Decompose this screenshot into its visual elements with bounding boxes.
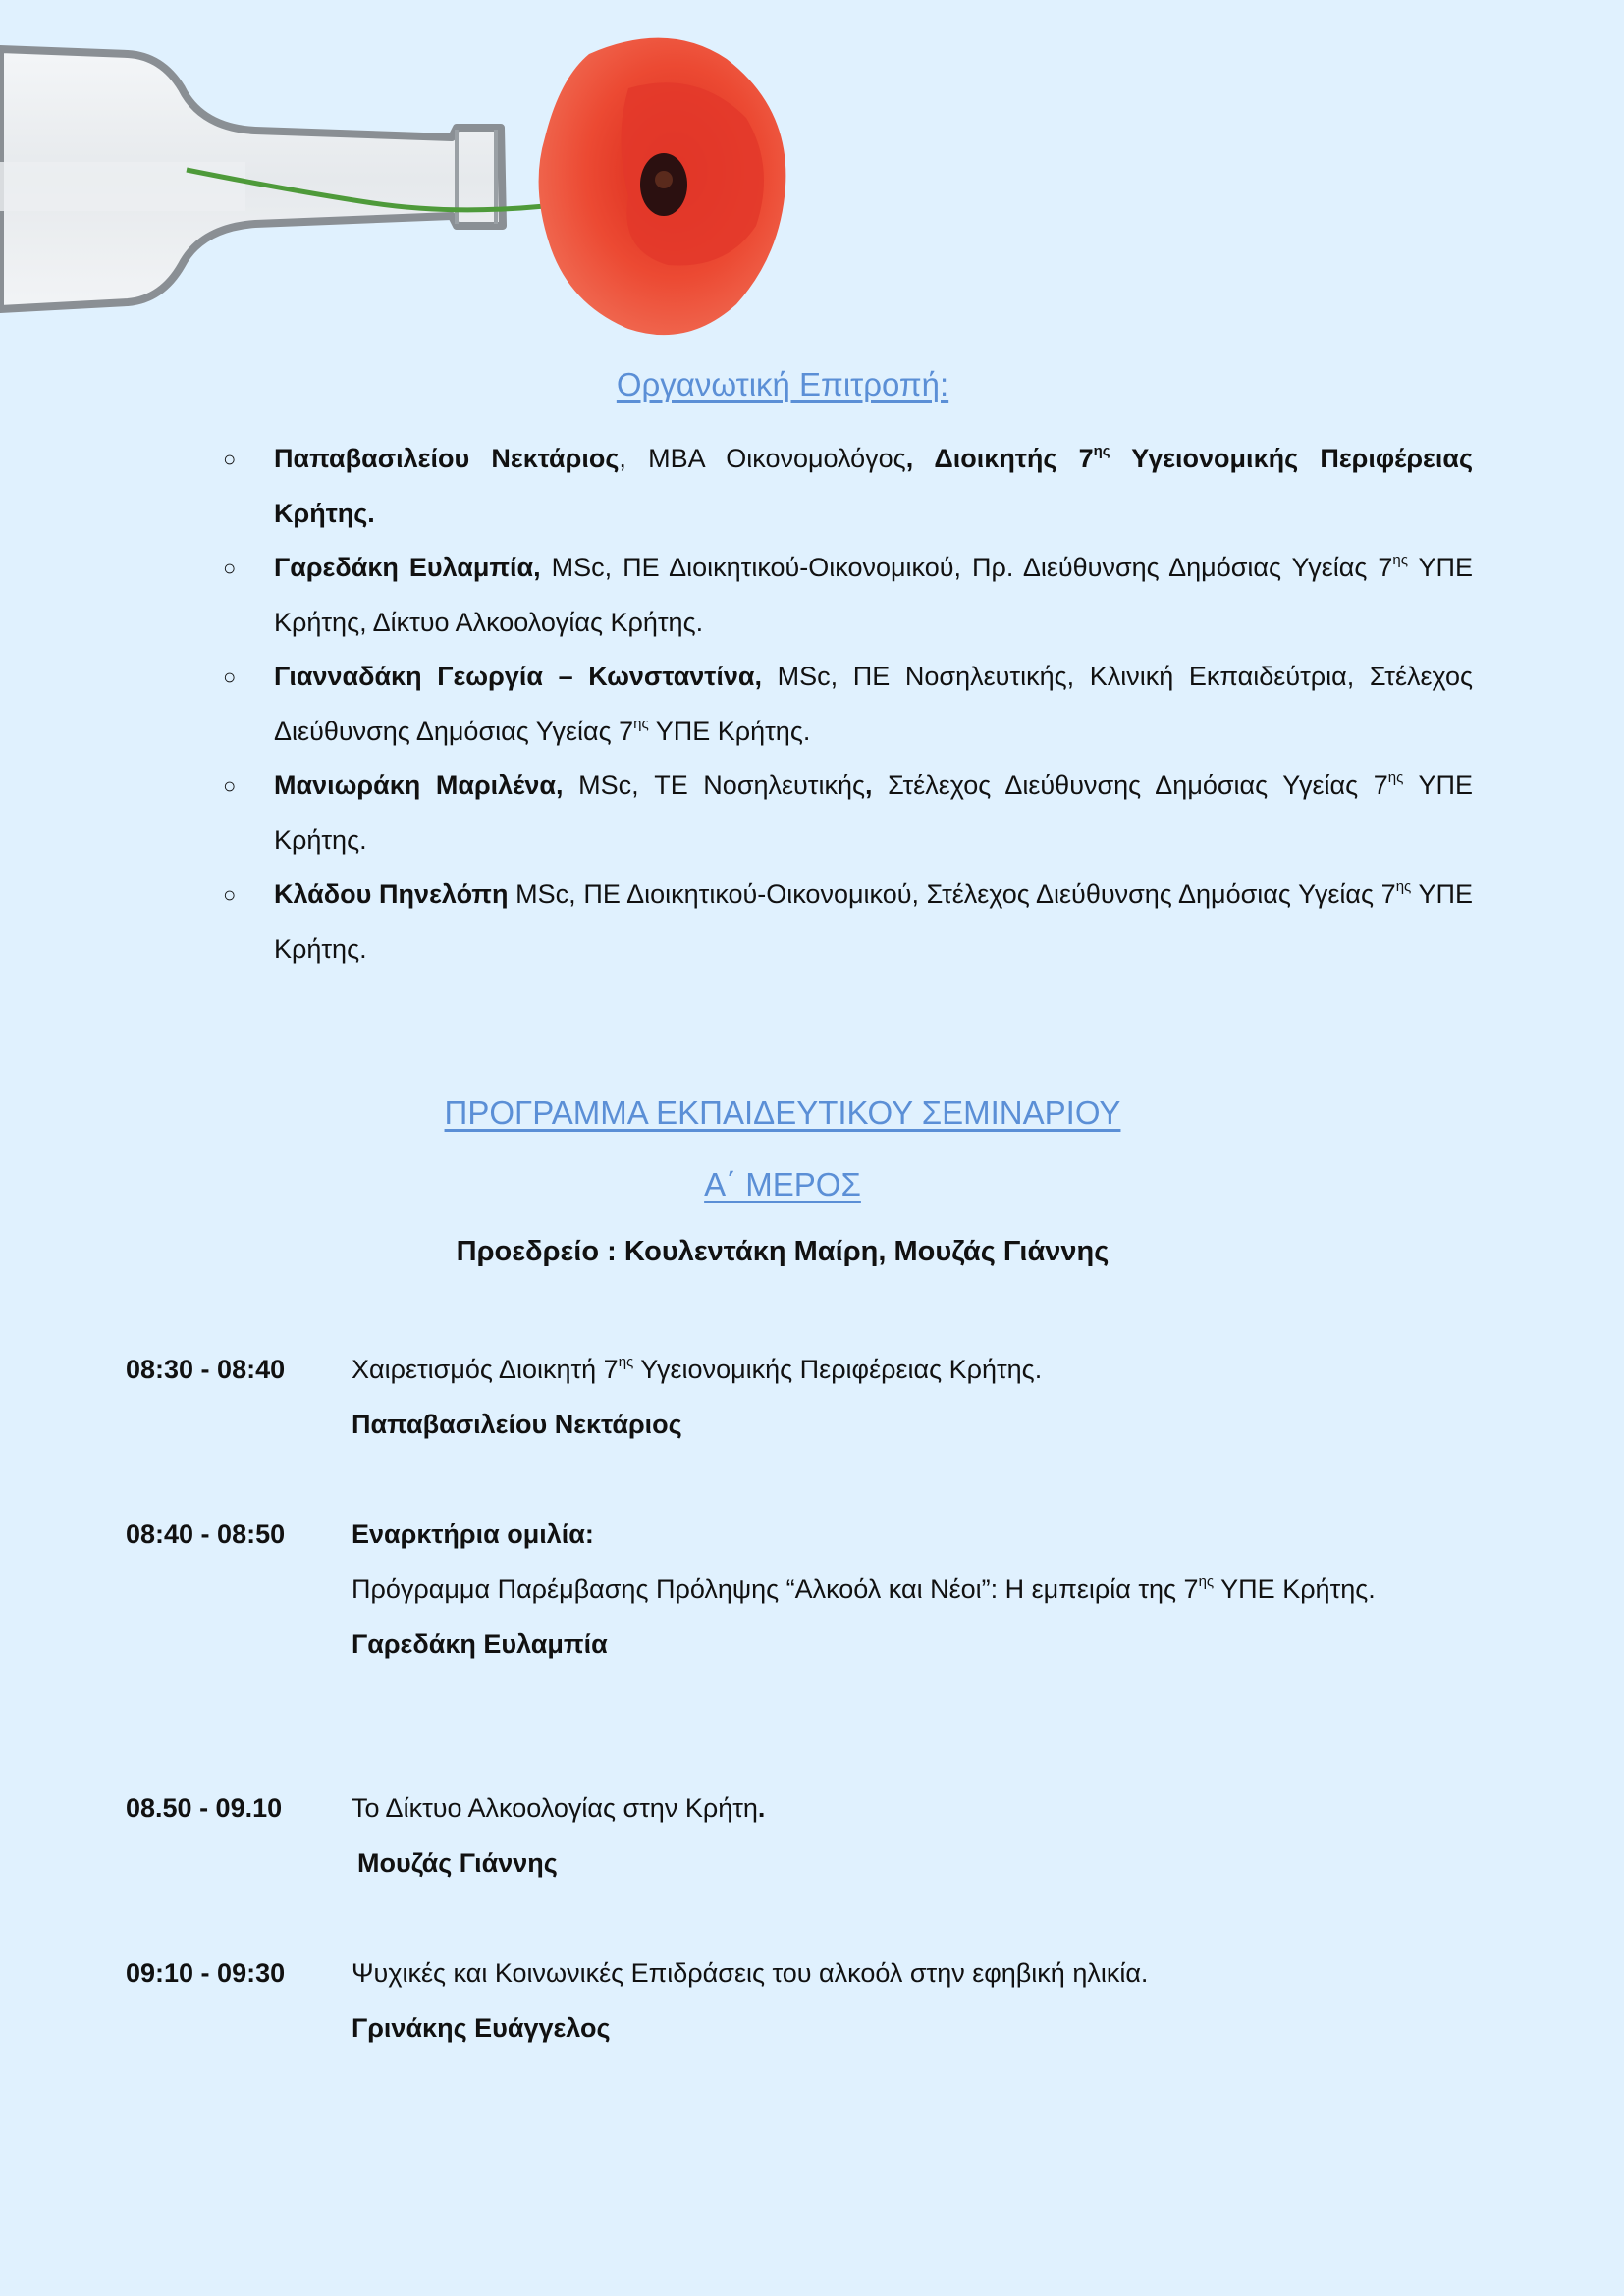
bottle-icon [0, 49, 503, 309]
superscript: ης [633, 715, 649, 732]
member-organization: ΥΠΕ Κρήτης. [274, 771, 1474, 855]
session-speaker: Παπαβασιλείου Νεκτάριος [352, 1410, 682, 1439]
session-title-text: Πρόγραμμα Παρέμβασης Πρόληψης “Αλκοόλ και Νέοι”: Η εμπειρία της 7 [352, 1575, 1199, 1604]
superscript: ης [1198, 1574, 1215, 1590]
bullet-icon: ○ [223, 556, 237, 580]
member-name: Κλάδου Πηνελόπη [274, 880, 509, 909]
member-title: , Διοικητής 7 [905, 444, 1094, 473]
session-time: 09:10 - 09:30 [126, 1958, 286, 1988]
member-name: Μανιωράκη Μαριλένα, [274, 771, 564, 800]
member-organization: ΥΠΕ Κρήτης. [274, 880, 1474, 964]
separator: , [865, 771, 873, 800]
member-role: MSc, ΤΕ Νοσηλευτικής [563, 771, 865, 800]
session-details [352, 1342, 1333, 1452]
member-role: MSc, ΠΕ Νοσηλευτικής, Κλινική Εκπαιδεύτρια, Στέλεχος Διεύθυνσης Δημόσιας Υγείας 7 [274, 662, 1473, 746]
member-organization: ΥΠΕ Κρήτης. [648, 716, 811, 746]
bullet-icon: ○ [223, 774, 237, 798]
session-time: 08:30 - 08:40 [126, 1355, 286, 1384]
member-role: MSc, ΠΕ Διοικητικού-Οικονομικού, Πρ. Διεύθυνσης Δημόσιας Υγείας 7 [540, 553, 1393, 582]
committee-member [221, 541, 1473, 650]
member-role: , MBA Οικονομολόγος [619, 444, 906, 473]
committee-member [221, 868, 1473, 977]
session-time: 08.50 - 09.10 [126, 1793, 283, 1823]
committee-title: Οργανωτική Επιτροπή: [616, 366, 949, 402]
session-speaker: Γρινάκης Ευάγγελος [352, 2013, 611, 2043]
program-title: ΠΡΟΓΡΑΜΜΑ ΕΚΠΑΙΔΕΥΤΙΚΟΥ ΣΕΜΙΝΑΡΙΟΥ [444, 1095, 1121, 1131]
bottle-poppy-illustration [0, 0, 805, 353]
session-title-text: Χαιρετισμός Διοικητή 7 [352, 1355, 619, 1384]
committee-member [221, 650, 1473, 759]
session-title-text: Το Δίκτυο Αλκοολογίας στην Κρήτη [352, 1793, 758, 1823]
session-title-text: . [757, 1793, 766, 1823]
program-part: Α΄ ΜΕΡΟΣ [704, 1166, 861, 1202]
member-organization: ΥΠΕ Κρήτης, Δίκτυο Αλκοολογίας Κρήτης. [274, 553, 1474, 637]
session-speaker: Γαρεδάκη Ευλαμπία [352, 1629, 608, 1659]
committee-list [221, 432, 1473, 977]
session-title [352, 1781, 1333, 1836]
superscript: ης [1392, 552, 1408, 568]
member-name: Γαρεδάκη Ευλαμπία, [274, 553, 541, 582]
session-time: 08:40 - 08:50 [126, 1520, 286, 1549]
poppy-icon [539, 38, 786, 335]
session-details [352, 1946, 1333, 2056]
session-title [352, 1342, 1333, 1397]
member-role: MSc, ΠΕ Διοικητικού-Οικονομικού, Στέλεχος Διεύθυνσης Δημόσιας Υγείας 7 [508, 880, 1396, 909]
session-title: Ψυχικές και Κοινωνικές Επιδράσεις του αλκοόλ στην εφηβική ηλικία. [352, 1958, 1149, 1988]
member-name: Γιανναδάκη Γεωργία – Κωνσταντίνα, [274, 662, 762, 691]
superscript: ης [1387, 770, 1404, 786]
committee-member [221, 759, 1473, 868]
superscript: ης [1395, 879, 1412, 895]
bullet-icon: ○ [223, 665, 237, 689]
superscript: ης [1093, 443, 1110, 459]
session-title-text: ΥΠΕ Κρήτης. [1214, 1575, 1376, 1604]
session-speaker: Μουζάς Γιάννης [357, 1848, 558, 1878]
member-organization: Υγειονομικής Περιφέρειας Κρήτης. [274, 444, 1474, 528]
committee-member [221, 432, 1473, 541]
session-title-text: Υγειονομικής Περιφέρειας Κρήτης. [633, 1355, 1043, 1384]
bullet-icon: ○ [223, 882, 237, 907]
bullet-icon: ○ [223, 447, 237, 471]
session-details [352, 1507, 1392, 1672]
member-position: Στέλεχος Διεύθυνσης Δημόσιας Υγείας 7 [872, 771, 1388, 800]
session-heading: Εναρκτήρια ομιλία: [352, 1520, 594, 1549]
member-name: Παπαβασιλείου Νεκτάριος [274, 444, 620, 473]
session-details [352, 1781, 1333, 1891]
superscript: ης [618, 1354, 634, 1370]
session-title [352, 1562, 1392, 1617]
program-chairs: Προεδρείο : Κουλεντάκη Μαίρη, Μουζάς Γιάννης [456, 1236, 1110, 1267]
